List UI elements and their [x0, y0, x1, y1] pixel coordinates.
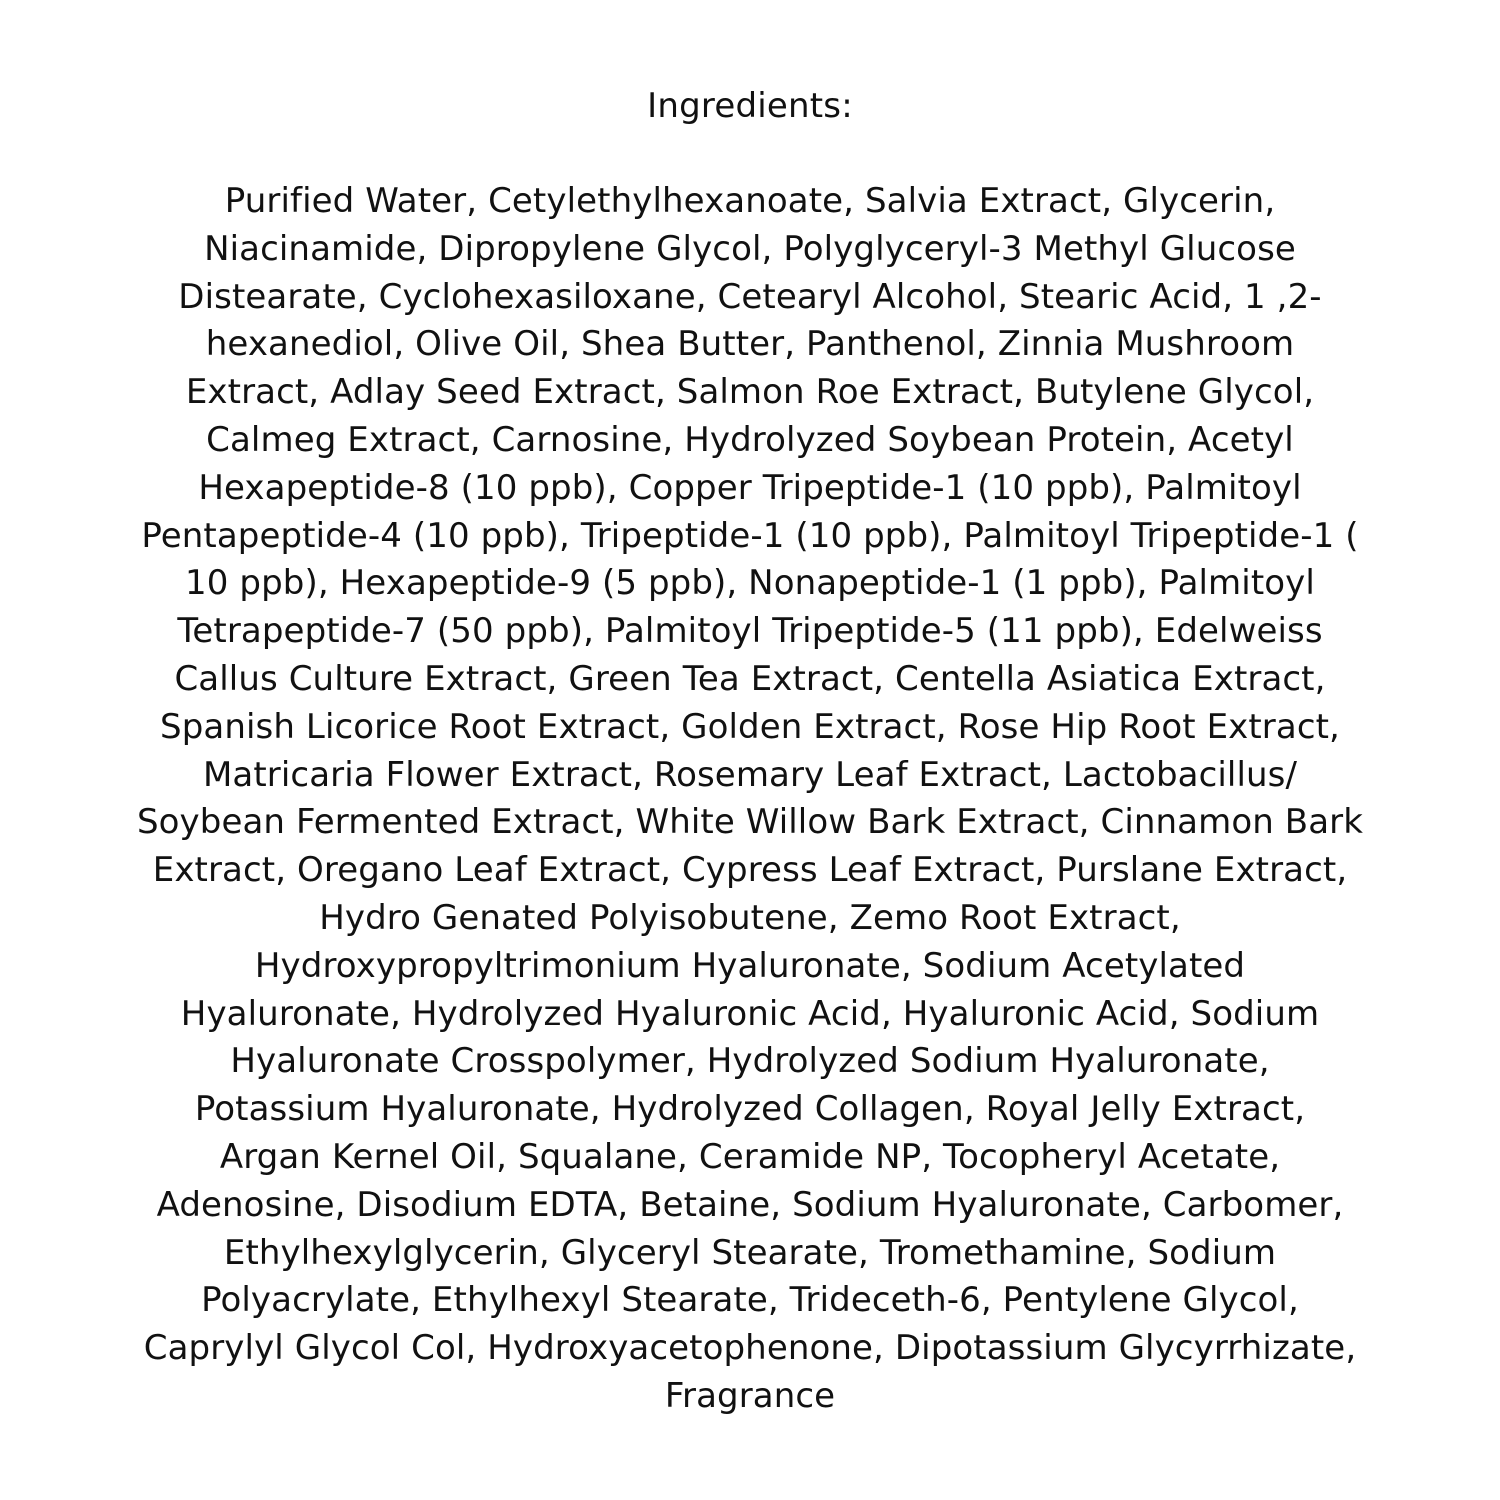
ingredient-line: Callus Culture Extract, Green Tea Extract, Centella Asiatica Extract, — [174, 658, 1326, 699]
ingredient-line: Hexapeptide-8 (10 ppb), Copper Tripeptide-1 (10 ppb), Palmitoyl — [198, 467, 1302, 508]
ingredient-line: Argan Kernel Oil, Squalane, Ceramide NP, Tocopheryl Acetate, — [219, 1136, 1281, 1177]
ingredients-heading: Ingredients: — [647, 86, 853, 126]
ingredient-line: Caprylyl Glycol Col, Hydroxyacetophenone, Dipotassium Glycyrrhizate, — [143, 1328, 1357, 1369]
ingredient-line: Polyacrylate, Ethylhexyl Stearate, Trideceth-6, Pentylene Glycol, — [201, 1280, 1299, 1321]
ingredient-line: Hydroxypropyltrimonium Hyaluronate, Sodium Acetylated — [254, 945, 1246, 986]
ingredient-line: Hyaluronate Crosspolymer, Hydrolyzed Sodium Hyaluronate, — [230, 1041, 1270, 1082]
ingredient-line: Niacinamide, Dipropylene Glycol, Polyglyceryl-3 Methyl Glucose — [204, 228, 1296, 269]
ingredient-line: 10 ppb), Hexapeptide-9 (5 ppb), Nonapeptide-1 (1 ppb), Palmitoyl — [185, 563, 1315, 604]
ingredient-line: Fragrance — [664, 1375, 836, 1416]
ingredient-line: Distearate, Cyclohexasiloxane, Cetearyl Alcohol, Stearic Acid, 1 ,2- — [178, 276, 1322, 317]
ingredient-line: Potassium Hyaluronate, Hydrolyzed Collagen, Royal Jelly Extract, — [194, 1089, 1306, 1130]
ingredient-line: Purified Water, Cetylethylhexanoate, Salvia Extract, Glycerin, — [224, 181, 1276, 221]
ingredient-line: Ethylhexylglycerin, Glyceryl Stearate, Tromethamine, Sodium — [223, 1232, 1277, 1273]
ingredient-line: Extract, Adlay Seed Extract, Salmon Roe Extract, Butylene Glycol, — [185, 372, 1315, 413]
ingredient-line: Hyaluronate, Hydrolyzed Hyaluronic Acid, Hyaluronic Acid, Sodium — [180, 993, 1320, 1034]
ingredients-list — [0, 178, 1500, 1421]
ingredient-line: Calmeg Extract, Carnosine, Hydrolyzed Soybean Protein, Acetyl — [206, 419, 1294, 460]
ingredient-line: Spanish Licorice Root Extract, Golden Extract, Rose Hip Root Extract, — [160, 706, 1340, 747]
ingredient-line: Hydro Genated Polyisobutene, Zemo Root Extract, — [319, 897, 1181, 938]
ingredient-line: Tetrapeptide-7 (50 ppb), Palmitoyl Tripeptide-5 (11 ppb), Edelweiss — [177, 611, 1323, 652]
ingredient-line: hexanediol, Olive Oil, Shea Butter, Panthenol, Zinnia Mushroom — [205, 324, 1295, 365]
ingredient-line: Soybean Fermented Extract, White Willow Bark Extract, Cinnamon Bark — [136, 802, 1364, 843]
ingredient-line: Extract, Oregano Leaf Extract, Cypress Leaf Extract, Purslane Extract, — [152, 850, 1348, 891]
ingredient-line: Matricaria Flower Extract, Rosemary Leaf Extract, Lactobacillus/ — [202, 754, 1298, 795]
ingredient-line: Adenosine, Disodium EDTA, Betaine, Sodium Hyaluronate, Carbomer, — [156, 1184, 1344, 1225]
ingredient-line: Pentapeptide-4 (10 ppb), Tripeptide-1 (10 ppb), Palmitoyl Tripeptide-1 ( — [141, 515, 1359, 556]
